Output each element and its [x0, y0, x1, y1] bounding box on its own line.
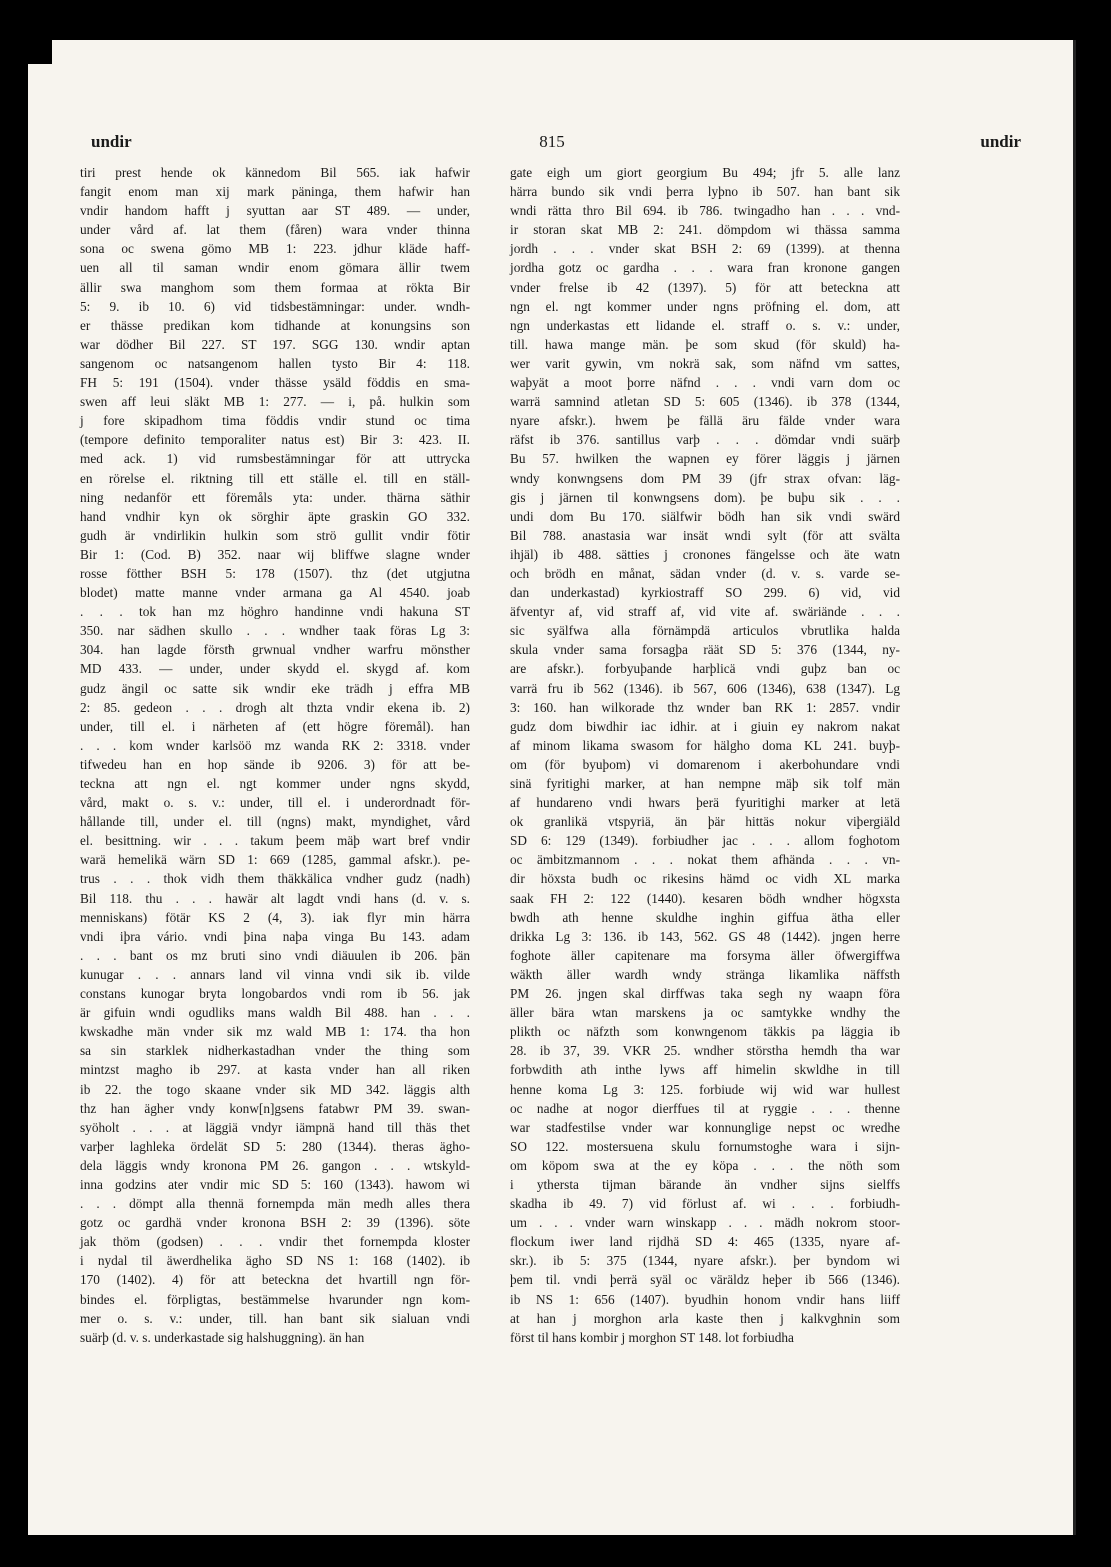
text-line: undi dom Bu 170. siälfwir bödh han sik vndi swärd	[510, 508, 900, 524]
page-number: 815	[539, 132, 565, 151]
right-column	[510, 163, 900, 1347]
header-right-word: undir	[980, 132, 1021, 151]
text-line: SD 6: 129 (1349). forbiudher jac . . . allom foghotom	[510, 833, 900, 849]
text-line: tifwedeu han en hop sände ib 9206. 3) för att be-	[80, 756, 470, 772]
text-line: teckna att ngn el. ngt kommer under ngns skydd,	[80, 776, 470, 791]
text-line: skadha ib 49. 7) vid förlust af. wi . . . forbiudh-	[510, 1196, 900, 1212]
text-line: 5: 9. ib 10. 6) vid tidsbestämningar: under. wndh-	[80, 298, 470, 314]
text-line: är gifuin wndi ogudliks mans waldh Bil 488. han . . .	[80, 1005, 470, 1021]
text-line: i nydal til äwerdhelika ägho SD NS 1: 168 (1402). ib	[80, 1253, 470, 1269]
text-line: äfventyr af, vid straff af, vid vite af. swäriände . . .	[510, 604, 900, 620]
text-line: under vård af. lat them (fåren) wara vnder thinna	[80, 222, 470, 238]
text-line: räfst ib 376. santillus varþ . . . dömdar vndi suärþ	[510, 432, 900, 448]
text-line: wndi rätta thro Bil 694. ib 786. twingadho han . . . vnd-	[510, 203, 900, 219]
text-line: 3: 160. han wilkorade thz wnder ban RK 1: 2857. vndir	[510, 699, 900, 715]
text-line: med ack. 1) vid rumsbestämningar för att uttrycka	[80, 451, 470, 467]
text-line: uen all til saman wndir enom gömara ällir twem	[80, 260, 470, 276]
text-line: oc ämbitzmannom . . . nokat them afhända . . . vn-	[510, 852, 900, 868]
text-line: Bil 118. thu . . . hawär alt lagdt vndi hans (d. v. s.	[80, 890, 470, 906]
text-line: vndir handom hafft j syuttan aar ST 489. — under,	[80, 203, 470, 219]
text-line: sic syälfwa alla förnämpdä articulos vbrutlika halda	[510, 623, 900, 639]
text-line: forbwdith ath inthe lyws aff himelin skwldhe in till	[510, 1062, 900, 1078]
text-line: skr.). ib 5: 375 (1344, nyare afskr.). þer byndom wi	[510, 1253, 900, 1269]
text-line: nyare afskr.). hwem þe fällä äru fälde vnder wara	[510, 413, 900, 429]
text-line: drikka Lg 3: 136. ib 143, 562. GS 48 (1442). jngen herre	[510, 928, 900, 944]
text-line: Bir 1: (Cod. B) 352. naar wij bliffwe slagne wnder	[80, 546, 470, 562]
text-line: um . . . vnder warn winskapp . . . mädh nokrom stoor-	[510, 1215, 900, 1231]
text-line: thz han ägher vndy konw[n]gsens fatabwr PM 39. swan-	[80, 1100, 470, 1116]
text-line: swen aff leui släkt MB 1: 277. — i, på. hulkin som	[80, 394, 470, 410]
text-line: tiri prest hende ok kännedom Bil 565. iak hafwir	[80, 165, 470, 180]
text-line: i ythersta tijman bärande än vndher sijns sielffs	[510, 1176, 900, 1192]
text-line: ib 22. the togo skaane vnder sik MD 342. läggis alth	[80, 1081, 470, 1097]
text-line: plikth oc näfzth som konwngenom täkkis pa läggia ib	[510, 1024, 900, 1040]
text-line: . . . dömpt alla thennä fornempda män medh alles thera	[80, 1196, 470, 1212]
text-line: sa sin starklek nidherkastadhan vnder the thing som	[80, 1043, 470, 1059]
text-line: flockum iwer land rijdhä SD 4: 465 (1335, nyare af-	[510, 1234, 900, 1250]
page-corner	[28, 40, 52, 64]
text-line: MD 433. — under, under skydd el. skygd af. kom	[80, 661, 470, 677]
text-line: gis j järnen til konwngsens dom). þe buþu sik . . .	[510, 489, 900, 505]
text-line: ning nedanför ett föremåls yta: under. thärna säthir	[80, 489, 470, 505]
text-line: bwdh ath henne skuldhe inghin giffua ätha eller	[510, 909, 900, 925]
text-line: þem til. vndi þerrä syäl oc väräldz heþer ib 566 (1346).	[510, 1272, 900, 1288]
text-line: waþyät a moot þorre näfnd . . . vndi varn dom oc	[510, 375, 900, 391]
text-line: dir höxsta budh oc rikesins hämd oc vidh XL marka	[510, 871, 900, 887]
text-line: constans kunogar bryta longobardos vndi rom ib 56. jak	[80, 986, 470, 1002]
text-line: härra bundo sik vndi þerra lyþno ib 507. han bant sik	[510, 184, 900, 200]
text-line: j fore skipadhom tima föddis vndir stund oc tima	[80, 413, 470, 429]
text-line: 170 (1402). 4) för att beteckna det hvartill ngn för-	[80, 1272, 470, 1288]
text-line: 304. han lagde förstħ grwnual vndher warfru mönsther	[80, 642, 470, 658]
text-line: sinä fyritighi marker, at han nempne mäþ sik tolf män	[510, 776, 900, 791]
text-line: are afskr.). forbyuþande harþlicä vndi guþz ban oc	[510, 661, 900, 677]
text-line: hand vndhir kyn ok sörghir äpte graskin GO 332.	[80, 508, 470, 524]
text-line: fangit enom man xij mark päninga, them hafwir han	[80, 184, 470, 200]
text-line: 350. nar sädhen skullo . . . wndher taak föras Lg 3:	[80, 623, 470, 639]
text-line: gudz dom biwdhir iac idhir. at i giuin ey nakrom nakat	[510, 718, 900, 734]
text-line: gate eigh um giort georgium Bu 494; jfr 5. alle lanz	[510, 165, 900, 180]
text-line: inna godzins ater vndir mic SD 5: 160 (1343). hawom wi	[80, 1176, 470, 1192]
text-line: wäkth äller wardh wndy stränga likamlika näffsth	[510, 966, 900, 982]
text-line: 28. ib 37, 39. VKR 25. wndher störstha hemdh tha war	[510, 1043, 900, 1059]
running-header	[83, 132, 1021, 156]
text-line: gotz oc gardhä vnder kronona BSH 2: 39 (1396). söte	[80, 1215, 470, 1231]
text-line: wndy konwngsens dom PM 39 (jfr strax ofvan: läg-	[510, 470, 900, 486]
text-line: en rörelse el. riktning till ett ställe el. till en ställ-	[80, 470, 470, 486]
text-line: jordha gotz oc gardha . . . wara fran kronone gangen	[510, 260, 900, 276]
text-line: jak thöm (godsen) . . . vndir thet fornempda kloster	[80, 1234, 470, 1250]
text-line: at han j morghon arla kaste then j kalkvghnin som	[510, 1310, 900, 1326]
text-line: rosse fötther BSH 5: 178 (1507). thz (det utgjutna	[80, 565, 470, 581]
text-line: 2: 85. gedeon . . . drogh alt thzta vndir ekena ib. 2)	[80, 699, 470, 715]
text-line: mer o. s. v.: under, till. han bant sik sialuan vndi	[80, 1310, 470, 1326]
text-line: vård, makt o. s. v.: under, till el. i underordnadt för-	[80, 795, 470, 811]
text-line: under, till el. i närheten af (ett högre föremål). han	[80, 718, 470, 734]
text-line: af hundareno vndi hwars þerä fyuritighi marker at letä	[510, 795, 900, 811]
text-line: om köpom swa at the ey köpa . . . the nöth som	[510, 1157, 900, 1173]
text-line: trus . . . thok vidh them thäkkälica vndher gudz (nadh)	[80, 871, 470, 887]
text-line: Bu 57. hwilken the wapnen ey förer läggis j järnen	[510, 451, 900, 467]
text-line: warä hemelikä wärn SD 1: 669 (1285, gammal afskr.). pe-	[80, 852, 470, 868]
text-line: er thässe predikan kom tidhande at konungsins son	[80, 317, 470, 333]
text-line: ngn underkastas ett lidande el. straff o. s. v.: under,	[510, 317, 900, 333]
text-line: saak FH 2: 122 (1440). kesaren bödh wndher högxsta	[510, 890, 900, 906]
text-line: FH 5: 191 (1504). vnder thässe ysäld föddis en sma-	[80, 375, 470, 391]
text-line: war stadfestilse vnder war konnunglige nepst oc wredhe	[510, 1119, 900, 1135]
text-line: kunugar . . . annars land vil vinna vndi sik ib. vilde	[80, 966, 470, 982]
text-line: kwskadhe män vnder sik mz wald MB 1: 174. tha hon	[80, 1024, 470, 1040]
text-line: äller bära wtan marskens ja oc samtykke wndhy the	[510, 1005, 900, 1021]
text-line: varþer laghleka ördelät SD 5: 280 (1344). theras ägho-	[80, 1138, 470, 1154]
text-line: om (för byuþom) vi domarenom i akerbohundare vndi	[510, 756, 900, 772]
text-line: och brödh en månat, sädan vnder (d. v. s. varde se-	[510, 565, 900, 581]
text-line: ok granlikä vtspyriä, än þär hittäs nokur viþergiäld	[510, 814, 900, 830]
text-line: suärþ (d. v. s. underkastade sig halshuggning). än han	[80, 1329, 365, 1345]
text-line: gudh är vndirlikin hulkin som strö gullit vndir fötir	[80, 527, 470, 543]
text-line: SO 122. mostersuena skulu fornumstoghe wara i sijn-	[510, 1138, 900, 1154]
text-line: skula vnder sama forsagþa räät SD 5: 376 (1344, ny-	[510, 642, 900, 658]
text-line: ib NS 1: 656 (1407). byudhin honom vndir hans liiff	[510, 1291, 900, 1307]
text-line: PM 26. jngen skal dirffwas taka segh ny waapn föra	[510, 986, 900, 1002]
text-line: el. besittning. wir . . . takum þeem mäþ wart bref vndir	[80, 833, 470, 849]
text-line: foghote äller capitenare ma forsyma äller öfwergiffwa	[510, 947, 900, 963]
text-line: sangenom oc natsangenom hallen tysto Bir 4: 118.	[80, 355, 470, 371]
text-line: ällir swa manghom som them formaa at rökta Bir	[80, 279, 470, 295]
text-line: henne koma Lg 3: 125. forbiude wij wid war hullest	[510, 1081, 900, 1097]
text-line: af minom likama swasom for hälgho doma KL 241. buyþ-	[510, 737, 900, 753]
text-line: syöholt . . . at läggiä vndyr iämpnä hand till thäs thet	[80, 1119, 470, 1135]
text-line: ir storan skat MB 2: 241. dömpdom wi thässa samma	[510, 222, 900, 238]
page-edge-rule	[1073, 40, 1076, 1535]
text-line: hållande till, under el. till (ngns) makt, myndighet, vård	[80, 814, 470, 830]
text-line: menniskans) fötär KS 2 (4, 3). iak flyr min härra	[80, 909, 470, 925]
text-line: jordh . . . vnder skat BSH 2: 69 (1399). at thenna	[510, 241, 900, 257]
text-line: war dödher Bil 227. ST 197. SGG 130. wndir aptan	[80, 336, 470, 352]
text-line: ngn el. ngt kommer under ngns pröfning el. dom, att	[510, 298, 900, 314]
text-line: Bil 788. anastasia war insät wndi sylt (för att svälta	[510, 527, 900, 543]
text-line: vndi iþra vário. vndi þina naþa vinga Bu 143. adam	[80, 928, 470, 944]
text-line: sona oc swena gömo MB 1: 223. jdhur kläde haff-	[80, 241, 470, 257]
text-line: mintzst magho ib 297. at kasta vnder han all riken	[80, 1062, 470, 1078]
text-line: warrä samnind atletan SD 5: 605 (1346). ib 378 (1344,	[510, 394, 900, 410]
text-line: först til hans kombir j morghon ST 148. lot forbiudha	[510, 1329, 794, 1345]
text-line: . . . kom wnder karlsöö mz wanda RK 2: 3318. vnder	[80, 737, 470, 753]
text-line: . . . bant os mz bruti sino vndi diäuulen ib 206. þän	[80, 947, 470, 963]
dictionary-page	[28, 40, 1076, 1535]
text-line: . . . tok han mz höghro handinne vndi hakuna ST	[80, 604, 470, 620]
text-line: till. hawa mange män. þe som skud (för skuld) ha-	[510, 336, 900, 352]
text-line: blodet) matte manne vnder armana ga Al 4540. joab	[80, 585, 470, 601]
text-line: dela läggis wndy kronona PM 26. gangon . . . wtskyld-	[80, 1157, 470, 1173]
text-line: bindes el. förpligtas, bestämmelse hvarunder ngn kom-	[80, 1291, 470, 1307]
left-column	[80, 163, 470, 1347]
text-line: ihjäl) ib 488. sätties j cronones fängelsse och äte watn	[510, 546, 900, 562]
header-left-word: undir	[91, 132, 132, 151]
text-line: vnder frelse ib 42 (1397). 5) för att beteckna att	[510, 279, 900, 295]
text-line: oc nadhe at nogor dierffues til at ryggie . . . thenne	[510, 1100, 900, 1116]
text-line: dan underkastad) kyrkiostraff SO 299. 6) vid, vid	[510, 585, 900, 601]
text-line: (tempore definito temporaliter natus est) Bir 3: 423. II.	[80, 432, 470, 448]
text-line: wer varit gywin, vm nokrä sak, som näfnd vm sattes,	[510, 355, 900, 371]
text-line: varrä fru ib 562 (1346). ib 567, 606 (1346), 638 (1347). Lg	[510, 680, 900, 696]
text-line: gudz ängil oc satte sik wndir eke trädh j effra MB	[80, 680, 470, 696]
